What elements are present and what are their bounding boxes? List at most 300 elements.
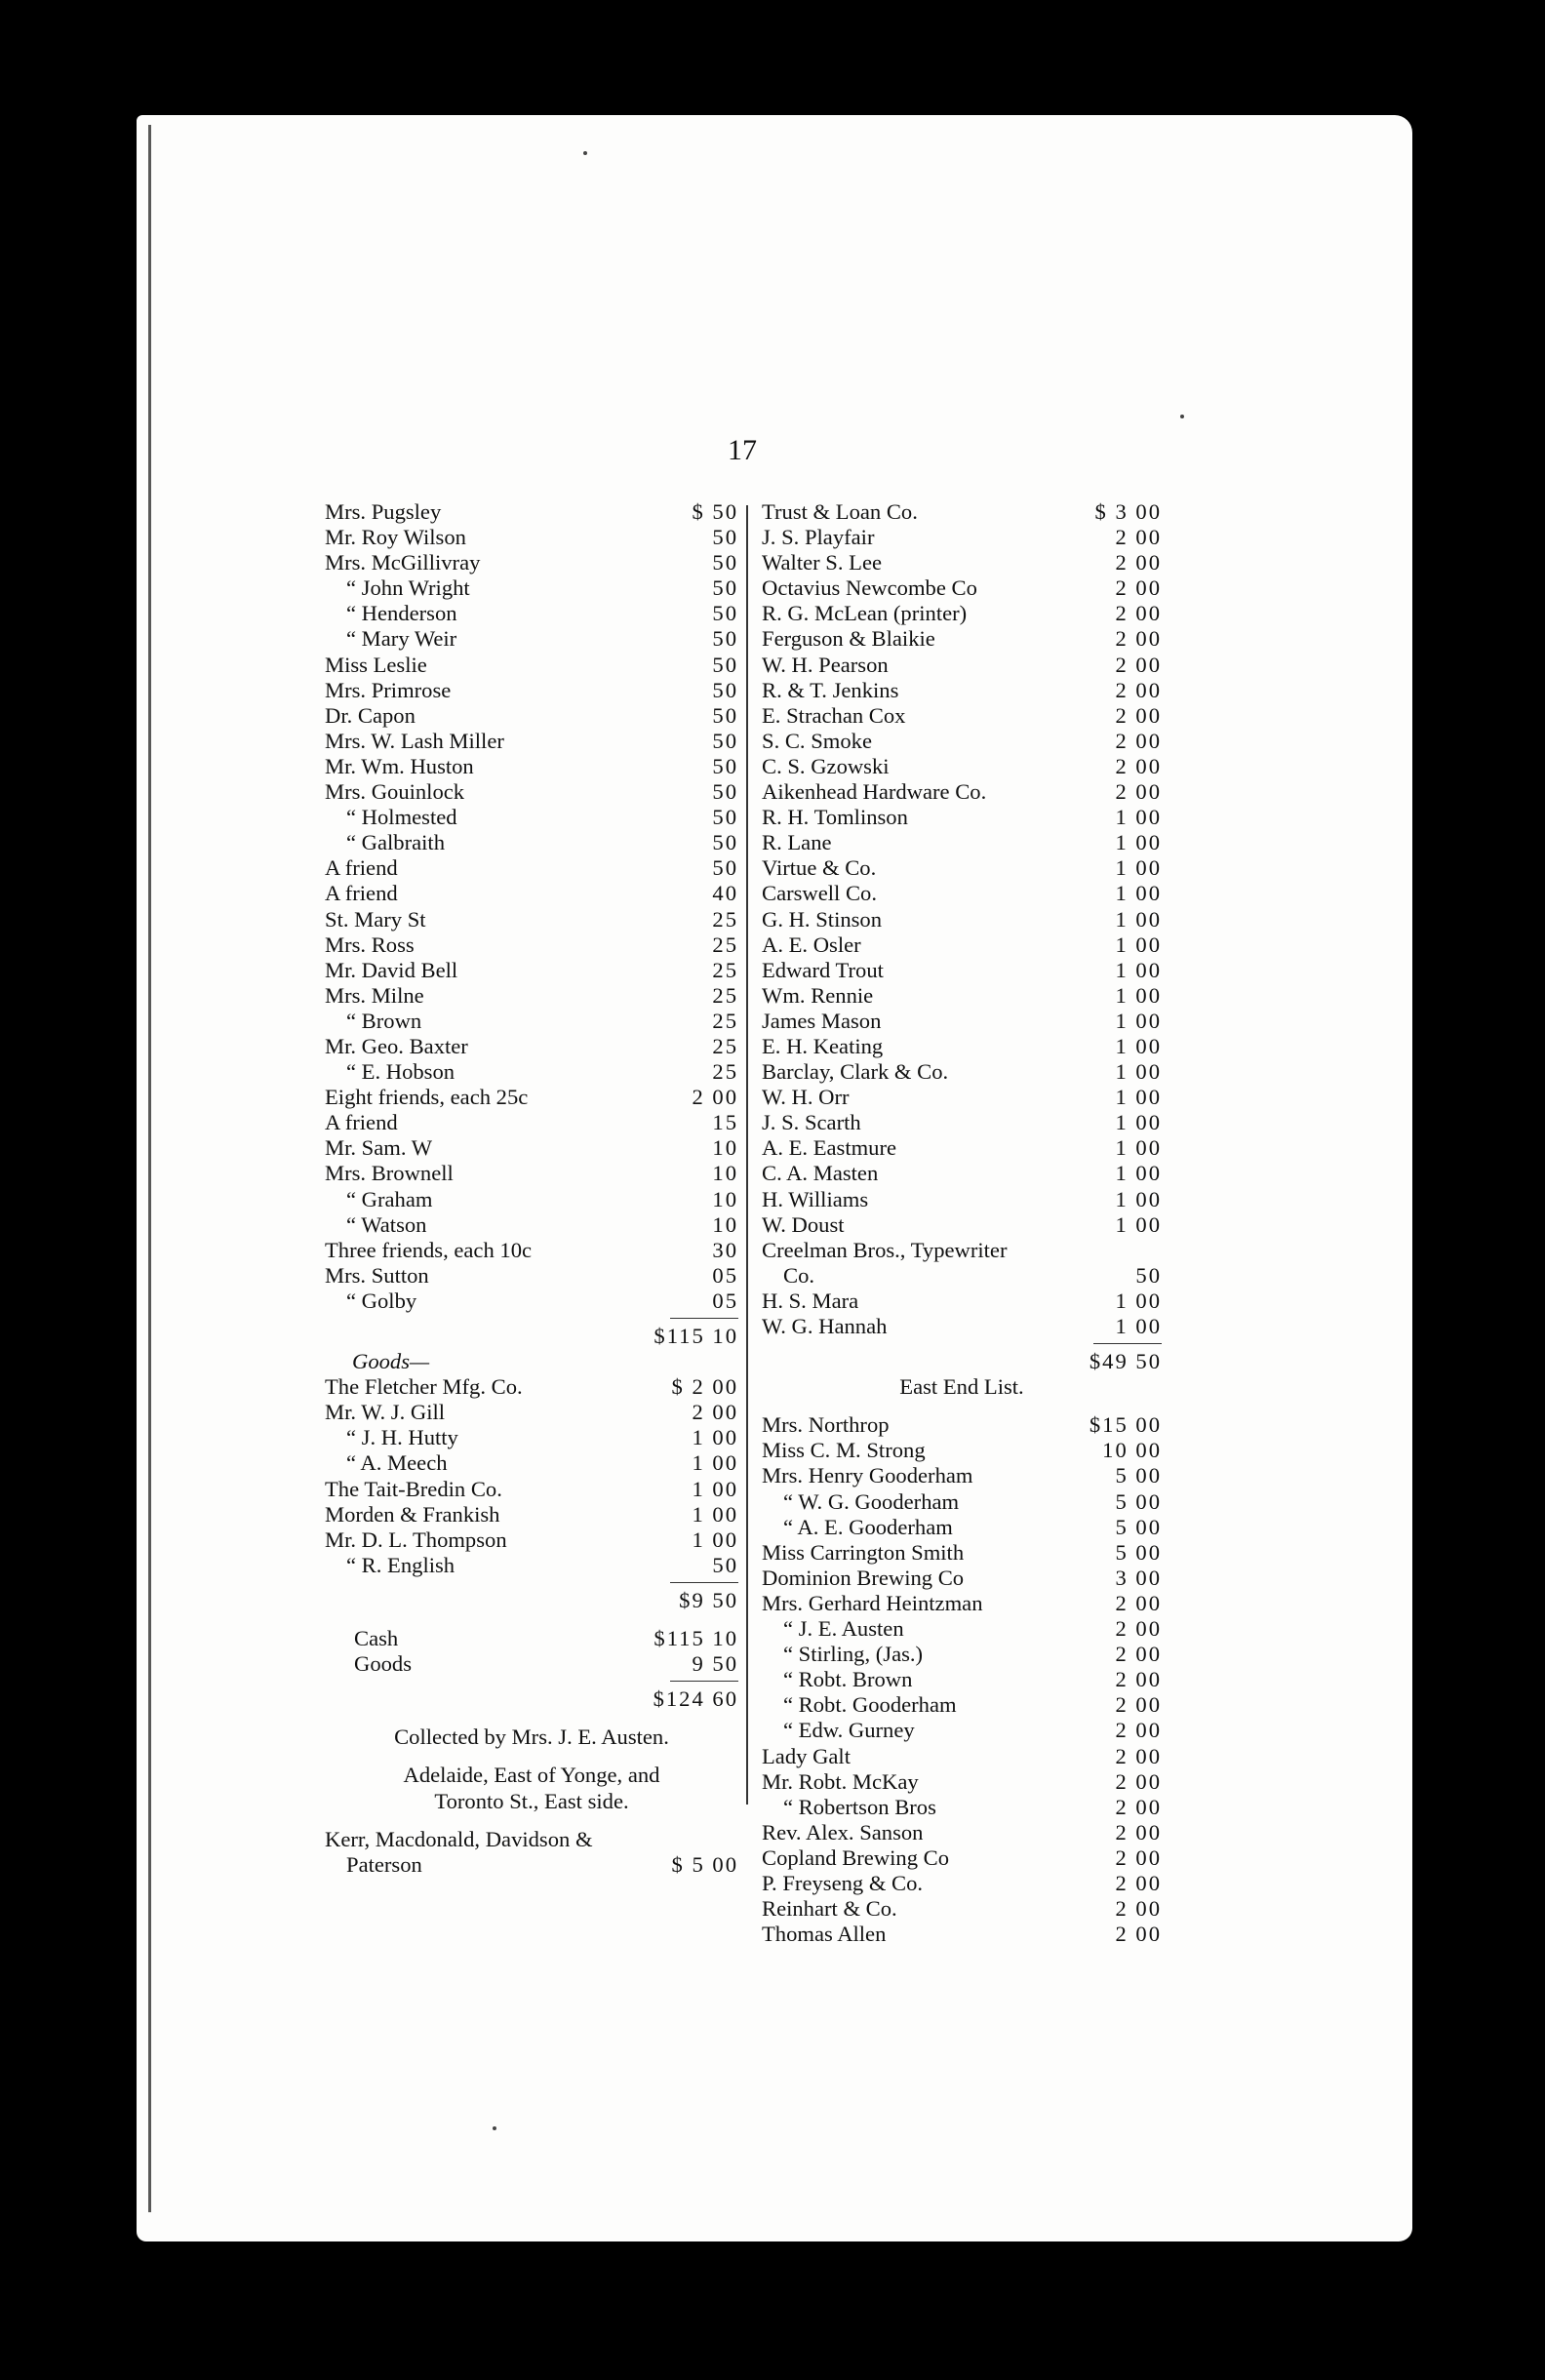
entry-name: J. S. Playfair: [762, 525, 875, 550]
entry-name: Eight friends, each 25c: [325, 1085, 529, 1110]
table-row: [325, 626, 738, 652]
entry-amount: 2 00: [1115, 753, 1162, 778]
entry-amount: 15: [712, 1110, 738, 1135]
entry-amount: 50: [712, 805, 738, 830]
table-row: [762, 525, 1162, 550]
entry-amount: 5 00: [1115, 1539, 1162, 1565]
subtotal: $49 50: [1089, 1349, 1162, 1374]
sum-rule-line: [670, 1318, 738, 1319]
entry-name: H. S. Mara: [762, 1288, 859, 1313]
entry-amount: 25: [712, 957, 738, 982]
table-row: [762, 653, 1162, 678]
table-row: [325, 1085, 738, 1110]
table-row: [762, 1263, 1162, 1289]
entry-amount: 25: [712, 906, 738, 932]
sum-rule-line: [670, 1582, 738, 1583]
entry-name: “ Graham: [346, 1186, 433, 1211]
entry-amount: 1 00: [1115, 1211, 1162, 1237]
entry-amount: 1 00: [1115, 1135, 1162, 1161]
table-row: [325, 729, 738, 754]
entry-amount: 2 00: [692, 1085, 738, 1110]
table-row: [325, 1502, 738, 1527]
entry-amount: $15 00: [1089, 1412, 1162, 1438]
entry-name: Mrs. Gouinlock: [325, 779, 465, 805]
table-row: [325, 1059, 738, 1085]
entry-amount: 25: [712, 1059, 738, 1085]
summary-row: [325, 1626, 738, 1651]
table-row: [325, 881, 738, 906]
entry-name: Rev. Alex. Sanson: [762, 1819, 924, 1844]
entry-name: Mr. Geo. Baxter: [325, 1033, 468, 1058]
entry-amount: 2 00: [1115, 1870, 1162, 1895]
entry-amount: 3 00: [1115, 1565, 1162, 1590]
entry-name: “ Golby: [346, 1288, 417, 1313]
entry-amount: 1 00: [1115, 1085, 1162, 1110]
table-row: [325, 525, 738, 550]
entry-amount: 1 00: [1115, 906, 1162, 932]
right-column: [762, 499, 1162, 1947]
entry-amount: 2 00: [1115, 677, 1162, 702]
spacer: [325, 1814, 738, 1827]
entry-amount: 2 00: [1115, 550, 1162, 575]
table-row: [762, 729, 1162, 754]
entry-amount: 50: [1135, 1262, 1162, 1288]
entry-name: “ Edw. Gurney: [783, 1718, 915, 1743]
table-row: [762, 550, 1162, 575]
table-row: [762, 678, 1162, 703]
table-row: [762, 1566, 1162, 1591]
table-row: [762, 855, 1162, 881]
table-row: [762, 1515, 1162, 1540]
section-heading: East End List.: [899, 1374, 1024, 1400]
entry-name: A friend: [325, 1110, 398, 1135]
entry-name: Cash: [354, 1626, 399, 1651]
entry-name: “ W. G. Gooderham: [783, 1488, 960, 1514]
table-row: [325, 1263, 738, 1289]
table-row: [325, 1400, 738, 1425]
district-line: Toronto St., East side.: [434, 1788, 629, 1813]
entry-name: Mrs. Ross: [325, 932, 415, 957]
entry-name: Mr. Roy Wilson: [325, 525, 466, 550]
table-row: [762, 932, 1162, 958]
entry-amount: 50: [712, 728, 738, 753]
sum-rule: [325, 1677, 738, 1686]
entry-name: Mrs. Pugsley: [325, 499, 442, 524]
table-row: [762, 1871, 1162, 1896]
entry-amount: 50: [712, 626, 738, 652]
table-row: [325, 805, 738, 830]
table-row: [762, 983, 1162, 1009]
entry-name: Paterson: [346, 1851, 422, 1877]
table-row: [762, 1463, 1162, 1488]
entry-name: W. Doust: [762, 1211, 845, 1237]
entry-name: R. & T. Jenkins: [762, 677, 899, 702]
entry-amount: 2 00: [1115, 779, 1162, 805]
grand-total: $124 60: [653, 1686, 738, 1712]
entry-name: Mrs. Gerhard Heintzman: [762, 1590, 983, 1615]
entry-name: Ferguson & Blaikie: [762, 626, 935, 652]
table-row: [762, 1238, 1162, 1263]
table-row: [325, 1187, 738, 1212]
table-row: [762, 1059, 1162, 1085]
entry-amount: 1 00: [1115, 855, 1162, 881]
page-number: 17: [728, 434, 757, 466]
specks: [493, 2126, 496, 2130]
entry-amount: 1 00: [1115, 1110, 1162, 1135]
entry-name: Mrs. Sutton: [325, 1262, 429, 1288]
entry-amount: 25: [712, 932, 738, 957]
table-row: [762, 1820, 1162, 1845]
table-row: [762, 1642, 1162, 1667]
table-row: [325, 1527, 738, 1553]
subtotal: $9 50: [679, 1587, 738, 1612]
entry-name: A. E. Osler: [762, 932, 861, 957]
entry-amount: 2 00: [1115, 626, 1162, 652]
entry-name: Mrs. Brownell: [325, 1161, 454, 1186]
entry-name: A. E. Eastmure: [762, 1135, 897, 1161]
entry-name: “ Brown: [346, 1008, 422, 1033]
entry-name: “ John Wright: [346, 575, 470, 601]
entry-name: “ Robt. Brown: [783, 1667, 913, 1692]
table-row: [762, 1212, 1162, 1238]
table-row: [325, 1009, 738, 1034]
table-row: [325, 678, 738, 703]
entry-amount: 2 00: [1115, 652, 1162, 677]
entry-amount: 2 00: [1115, 702, 1162, 728]
entry-amount: 5 00: [1115, 1514, 1162, 1539]
entry-name: Copland Brewing Co: [762, 1844, 950, 1870]
table-row: [762, 1896, 1162, 1922]
entry-name: Wm. Rennie: [762, 982, 874, 1008]
entry-name: Reinhart & Co.: [762, 1896, 897, 1922]
entry-amount: 1 00: [1115, 957, 1162, 982]
entry-amount: 5 00: [1115, 1488, 1162, 1514]
entry-name: St. Mary St: [325, 906, 426, 932]
entry-amount: 50: [712, 779, 738, 805]
table-row: [325, 499, 738, 525]
table-row: [325, 653, 738, 678]
entry-amount: 50: [712, 575, 738, 601]
table-row: [762, 754, 1162, 779]
table-row: [762, 1922, 1162, 1947]
entry-name: Mrs. W. Lash Miller: [325, 728, 504, 753]
entry-name: “ A. Meech: [346, 1450, 448, 1476]
table-row: [762, 1135, 1162, 1161]
table-row: [325, 830, 738, 855]
table-row: [762, 881, 1162, 906]
entry-name: Morden & Frankish: [325, 1501, 500, 1527]
entry-amount: 05: [712, 1288, 738, 1313]
table-row: [762, 575, 1162, 601]
entry-amount: 25: [712, 982, 738, 1008]
entry-name: A friend: [325, 881, 398, 906]
entry-amount: 50: [712, 550, 738, 575]
entry-name: Creelman Bros., Typewriter: [762, 1237, 1008, 1262]
entry-amount: 2 00: [1115, 1718, 1162, 1743]
entry-name: R. G. McLean (printer): [762, 601, 968, 626]
entry-amount: 1 00: [1115, 932, 1162, 957]
entry-amount: 2 00: [1115, 1896, 1162, 1922]
entry-amount: 2 00: [1115, 1692, 1162, 1718]
entry-amount: 1 00: [1115, 1288, 1162, 1313]
entry-name: “ Robertson Bros: [783, 1794, 936, 1819]
sum-rule-line: [1093, 1343, 1162, 1344]
entry-name: C. A. Masten: [762, 1161, 879, 1186]
specks: [1180, 415, 1184, 418]
spacer: [325, 1750, 738, 1763]
entry-amount: 1 00: [1115, 1161, 1162, 1186]
entry-amount: 1 00: [1115, 830, 1162, 855]
table-row: [325, 907, 738, 932]
table-row: [762, 499, 1162, 525]
entry-amount: 2 00: [1115, 1768, 1162, 1794]
table-row: [762, 1795, 1162, 1820]
entry-amount: 2 00: [1115, 1616, 1162, 1642]
entry-amount: $ 50: [692, 499, 738, 524]
entry-amount: 2 00: [1115, 1844, 1162, 1870]
entry-name: A friend: [325, 855, 398, 881]
entry-name: Carswell Co.: [762, 881, 877, 906]
table-row: [325, 1212, 738, 1238]
entry-name: Mr. David Bell: [325, 957, 458, 982]
table-row: [762, 703, 1162, 729]
entry-name: Mr. Wm. Huston: [325, 753, 474, 778]
table-row: [325, 932, 738, 958]
entry-amount: 50: [712, 525, 738, 550]
entry-amount: 1 00: [1115, 1008, 1162, 1033]
entry-amount: 1 00: [1115, 1059, 1162, 1085]
entry-name: R. Lane: [762, 830, 832, 855]
entry-amount: 50: [712, 702, 738, 728]
entry-name: “ J. H. Hutty: [346, 1425, 458, 1450]
entry-name: E. Strachan Cox: [762, 702, 906, 728]
entry-name: “ Holmested: [346, 805, 457, 830]
table-row: [762, 1314, 1162, 1339]
table-row: [325, 1289, 738, 1314]
entry-amount: 1 00: [692, 1476, 738, 1501]
entry-name: Dominion Brewing Co: [762, 1565, 965, 1590]
entry-name: “ Stirling, (Jas.): [783, 1642, 924, 1667]
table-row: [762, 1692, 1162, 1718]
table-row: [325, 550, 738, 575]
table-row: [762, 805, 1162, 830]
entry-amount: 40: [712, 881, 738, 906]
entry-name: Mrs. Northrop: [762, 1412, 890, 1438]
table-row: [762, 1110, 1162, 1135]
entry-name: “ Mary Weir: [346, 626, 457, 652]
entry-name: W. H. Orr: [762, 1085, 850, 1110]
entry-amount: 1 00: [1115, 805, 1162, 830]
table-row: [325, 983, 738, 1009]
entry-amount: 2 00: [1115, 728, 1162, 753]
entry-amount: 1 00: [1115, 1033, 1162, 1058]
collector-line: Collected by Mrs. J. E. Austen.: [394, 1725, 669, 1750]
table-row: [325, 601, 738, 626]
entry-amount: 2 00: [1115, 1922, 1162, 1947]
spacer: [325, 1712, 738, 1725]
entry-name: H. Williams: [762, 1186, 869, 1211]
entry-amount: 50: [712, 753, 738, 778]
entry-name: “ Robt. Gooderham: [783, 1692, 957, 1718]
entry-name: Miss C. M. Strong: [762, 1438, 926, 1463]
table-row: [325, 1110, 738, 1135]
entry-name: Mr. Robt. McKay: [762, 1768, 919, 1794]
entry-amount: $ 3 00: [1094, 499, 1162, 524]
sum-rule: [762, 1339, 1162, 1349]
entry-amount: $115 10: [654, 1626, 738, 1651]
entry-name: S. C. Smoke: [762, 728, 872, 753]
table-row: [325, 1450, 738, 1476]
table-row: [762, 601, 1162, 626]
entry-name: Goods: [354, 1651, 412, 1677]
table-row: [325, 1425, 738, 1450]
table-row: [325, 1034, 738, 1059]
entry-amount: 10: [712, 1186, 738, 1211]
entry-name: Octavius Newcombe Co: [762, 575, 977, 601]
entry-name: Walter S. Lee: [762, 550, 883, 575]
entry-amount: 10: [712, 1161, 738, 1186]
entry-amount: 50: [712, 652, 738, 677]
table-row: [762, 1412, 1162, 1438]
entry-amount: 2 00: [1115, 1667, 1162, 1692]
entry-amount: 2 00: [1115, 1642, 1162, 1667]
entry-amount: 50: [712, 830, 738, 855]
table-row: [325, 1553, 738, 1578]
sum-rule: [325, 1578, 738, 1588]
entry-amount: 25: [712, 1008, 738, 1033]
entry-amount: 50: [712, 1552, 738, 1577]
page-gutter: [148, 125, 151, 2212]
entry-amount: 10 00: [1102, 1438, 1162, 1463]
entry-name: The Tait-Bredin Co.: [325, 1476, 502, 1501]
entry-name: J. S. Scarth: [762, 1110, 861, 1135]
sum-rule-line: [670, 1681, 738, 1682]
entry-name: Lady Galt: [762, 1743, 851, 1768]
entry-name: “ E. Hobson: [346, 1059, 456, 1085]
entry-name: W. G. Hannah: [762, 1314, 888, 1338]
entry-name: Edward Trout: [762, 957, 884, 982]
entry-amount: 2 00: [1115, 525, 1162, 550]
entry-name: Three friends, each 10c: [325, 1237, 533, 1262]
entry-name: James Mason: [762, 1008, 882, 1033]
entry-name: Miss Leslie: [325, 652, 427, 677]
entry-name: Mr. Sam. W: [325, 1135, 433, 1161]
entry-name: Barclay, Clark & Co.: [762, 1059, 949, 1085]
entry-name: W. H. Pearson: [762, 652, 889, 677]
table-row: [762, 1718, 1162, 1743]
entry-name: Mrs. Primrose: [325, 677, 452, 702]
summary-row: [325, 1651, 738, 1677]
table-row: [762, 907, 1162, 932]
table-row: [762, 1616, 1162, 1642]
entry-name: The Fletcher Mfg. Co.: [325, 1374, 523, 1400]
entry-amount: 1 00: [692, 1425, 738, 1450]
final-entry: [325, 1852, 738, 1878]
entry-amount: 50: [712, 677, 738, 702]
entry-amount: 2 00: [1115, 601, 1162, 626]
table-row: [325, 1135, 738, 1161]
final-entry: Kerr, Macdonald, Davidson &: [325, 1826, 593, 1851]
sum-rule: [325, 1314, 738, 1324]
column-divider: [746, 505, 748, 1805]
table-row: [325, 1161, 738, 1186]
table-row: [762, 1591, 1162, 1616]
table-row: [762, 1845, 1162, 1871]
entry-name: Mrs. McGillivray: [325, 550, 481, 575]
entry-name: “ R. English: [346, 1552, 456, 1577]
entry-amount: 9 50: [692, 1651, 738, 1677]
entry-name: Mr. W. J. Gill: [325, 1400, 446, 1425]
entry-name: P. Freyseng & Co.: [762, 1870, 924, 1895]
table-row: [325, 779, 738, 805]
table-row: [762, 1769, 1162, 1795]
entry-amount: 5 00: [1115, 1463, 1162, 1488]
entry-amount: 2 00: [692, 1400, 738, 1425]
entry-amount: 2 00: [1115, 1794, 1162, 1819]
entry-name: Aikenhead Hardware Co.: [762, 779, 987, 805]
entry-amount: 10: [712, 1135, 738, 1161]
entry-name: Mrs. Milne: [325, 982, 424, 1008]
entry-name: “ J. E. Austen: [783, 1616, 904, 1642]
entry-name: R. H. Tomlinson: [762, 805, 908, 830]
subtotal: $115 10: [654, 1324, 738, 1348]
entry-name: Miss Carrington Smith: [762, 1539, 965, 1565]
entry-amount: 50: [712, 601, 738, 626]
entry-amount: 1 00: [1115, 1314, 1162, 1338]
entry-amount: 1 00: [692, 1501, 738, 1527]
table-row: [762, 958, 1162, 983]
entry-name: C. S. Gzowski: [762, 753, 890, 778]
entry-name: Thomas Allen: [762, 1922, 887, 1947]
entry-amount: 2 00: [1115, 1743, 1162, 1768]
table-row: [325, 855, 738, 881]
entry-name: Mrs. Henry Gooderham: [762, 1463, 973, 1488]
entry-name: Mr. D. L. Thompson: [325, 1527, 507, 1552]
entry-name: Co.: [783, 1262, 815, 1288]
entry-name: “ Galbraith: [346, 830, 445, 855]
entry-name: Virtue & Co.: [762, 855, 877, 881]
district-line: Adelaide, East of Yonge, and: [403, 1763, 660, 1788]
section-heading: Goods—: [352, 1349, 430, 1374]
entry-name: “ Watson: [346, 1211, 427, 1237]
table-row: [762, 1489, 1162, 1515]
table-row: [325, 1374, 738, 1400]
entry-name: E. H. Keating: [762, 1033, 884, 1058]
entry-amount: 1 00: [1115, 982, 1162, 1008]
left-column: [325, 499, 738, 1878]
entry-name: Trust & Loan Co.: [762, 499, 918, 524]
entry-amount: 1 00: [1115, 1186, 1162, 1211]
table-row: [762, 1034, 1162, 1059]
specks: [583, 151, 587, 155]
spacer: [762, 1400, 1162, 1412]
entry-amount: $ 5 00: [671, 1851, 738, 1877]
table-row: [325, 754, 738, 779]
table-row: [762, 1438, 1162, 1463]
spacer: [325, 1613, 738, 1626]
entry-amount: 2 00: [1115, 575, 1162, 601]
table-row: [762, 1009, 1162, 1034]
table-row: [762, 1289, 1162, 1314]
table-row: [325, 958, 738, 983]
table-row: [762, 1085, 1162, 1110]
entry-amount: $ 2 00: [671, 1374, 738, 1400]
entry-name: “ Henderson: [346, 601, 457, 626]
table-row: [762, 626, 1162, 652]
entry-name: G. H. Stinson: [762, 906, 883, 932]
entry-amount: 2 00: [1115, 1819, 1162, 1844]
entry-amount: 1 00: [692, 1527, 738, 1552]
